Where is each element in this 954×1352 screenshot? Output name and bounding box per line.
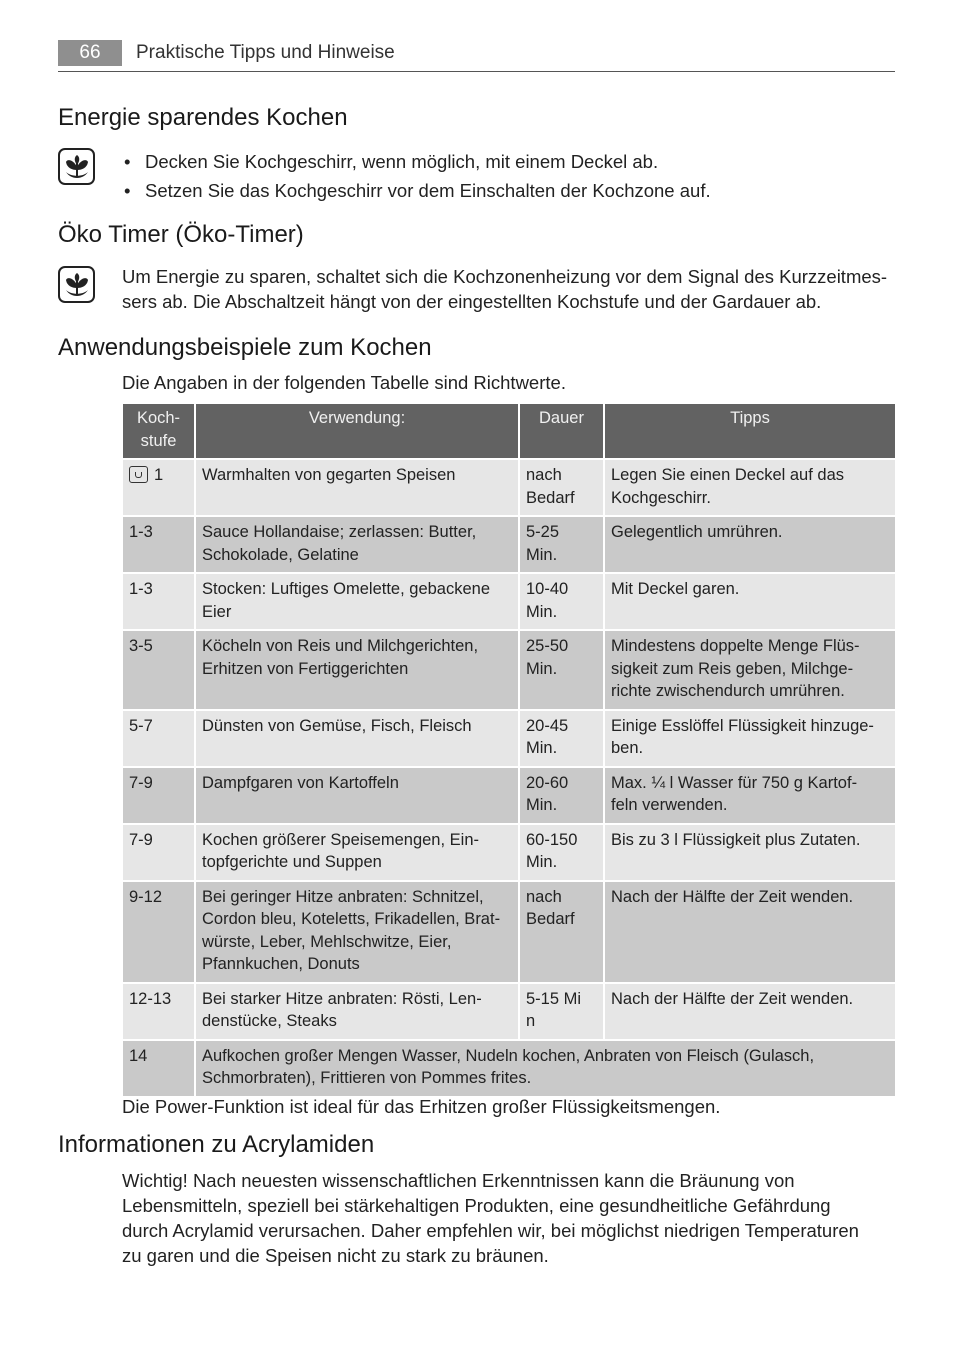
text-line: durch Acrylamid verursachen. Daher empfehlen wir, bei möglichst niedrigen Temperaturen xyxy=(122,1220,859,1241)
cell-tipps xyxy=(604,630,896,710)
cell-line: n xyxy=(526,1012,536,1030)
cell-dauer xyxy=(519,881,604,983)
cell-line: richte zwischendurch umrühren. xyxy=(611,682,845,700)
cell-line: Stocken: Luftiges Omelette, gebackene xyxy=(202,580,491,598)
cell-dauer xyxy=(519,573,604,630)
text-line: sers ab. Die Abschaltzeit hängt von der eingestellten Kochstufe und der Gardauer ab. xyxy=(122,290,822,312)
table-row xyxy=(122,983,896,1040)
table-row xyxy=(122,573,896,630)
cell-line: 5-25 xyxy=(526,523,560,541)
cell-line: Dünsten von Gemüse, Fisch, Fleisch xyxy=(202,716,472,735)
cell-stufe xyxy=(122,630,195,710)
cell-verwendung xyxy=(195,767,519,824)
cell-line: ben. xyxy=(611,739,644,757)
cell-line: Gelegentlich umrühren. xyxy=(611,523,783,541)
cell-line: nach xyxy=(526,887,562,906)
cell-line: Sauce Hollandaise; zerlassen: Butter, xyxy=(202,523,477,541)
cell-text: 7-9 xyxy=(129,773,153,792)
cell-line: Köcheln von Reis und Milchgerichten, xyxy=(202,637,479,655)
cooking-table xyxy=(121,402,897,1098)
important-label: Wichtig! xyxy=(122,1170,188,1191)
cell-line: 20-60 xyxy=(526,773,569,792)
cell-line: 5-15 Mi xyxy=(526,989,582,1008)
cell-dauer xyxy=(519,824,604,881)
cell-text: 7-9 xyxy=(129,830,153,849)
eco-leaf-icon xyxy=(58,266,95,303)
cell-line: Mit Deckel garen. xyxy=(611,580,740,598)
cell-line: feln verwenden. xyxy=(611,796,728,814)
column-header-dauer: Dauer xyxy=(519,403,604,459)
cell-verwendung xyxy=(195,573,519,630)
cell-stufe xyxy=(122,710,195,767)
heading-energie-sparendes-kochen: Energie sparendes Kochen xyxy=(58,104,348,131)
cell-line: Warmhalten von gegarten Speisen xyxy=(202,466,456,484)
cell-line: Bedarf xyxy=(526,488,575,507)
cell-line: Nach der Hälfte der Zeit wenden. xyxy=(611,887,854,906)
cell-line: Bis zu 3 l Flüssigkeit plus Zutaten. xyxy=(611,830,861,849)
table-row xyxy=(122,824,896,881)
cell-line: Min. xyxy=(526,602,558,621)
cell-line: Nach der Hälfte der Zeit wenden. xyxy=(611,989,854,1008)
cell-verwendung xyxy=(195,881,519,983)
cell-stufe xyxy=(122,459,195,516)
text-line: Lebensmitteln, speziell bei stärkehaltigen Produkten, eine gesundheitliche Gefährdung xyxy=(122,1195,831,1216)
cell-stufe xyxy=(122,573,195,630)
cell-line: Schokolade, Gelatine xyxy=(202,545,359,564)
table-row xyxy=(122,630,896,710)
cell-line: Kochgeschirr. xyxy=(611,488,711,507)
cell-stufe xyxy=(122,983,195,1040)
cell-text: 5-7 xyxy=(129,716,153,735)
text-line xyxy=(122,1168,896,1193)
cell-stufe xyxy=(122,881,195,983)
table-header-row xyxy=(122,403,896,459)
cell-text: 3-5 xyxy=(129,637,153,655)
header-line: stufe xyxy=(140,431,177,450)
cell-tipps xyxy=(604,881,896,983)
table-row xyxy=(122,881,896,983)
cell-line: denstücke, Steaks xyxy=(202,1012,337,1030)
cell-verwendung xyxy=(195,1040,896,1097)
header-title: Praktische Tipps und Hinweise xyxy=(136,42,395,63)
cell-line: Eier xyxy=(202,602,232,621)
cell-line: Cordon bleu, Koteletts, Frikadellen, Brat- xyxy=(202,910,501,928)
cell-text: 1 xyxy=(154,466,164,484)
cell-dauer xyxy=(519,983,604,1040)
cell-verwendung xyxy=(195,516,519,573)
cell-line: Pfannkuchen, Donuts xyxy=(202,955,360,973)
cell-line: 25-50 xyxy=(526,637,569,655)
heading-oeko-timer: Öko Timer (Öko-Timer) xyxy=(58,221,304,248)
cell-tipps xyxy=(604,767,896,824)
cell-tipps xyxy=(604,824,896,881)
eco-leaf-icon xyxy=(58,148,95,185)
cell-line: topfgerichte und Suppen xyxy=(202,853,382,871)
table-body xyxy=(122,459,896,1097)
column-header-kochstufe xyxy=(122,403,195,459)
cell-stufe xyxy=(122,824,195,881)
header-line: Koch- xyxy=(136,409,181,427)
eco-leaf-icon-graphic xyxy=(63,153,91,181)
cell-line: Dampfgaren von Kartoffeln xyxy=(202,773,399,792)
acrylamide-text xyxy=(122,1168,896,1268)
cell-line: 10-40 xyxy=(526,580,569,598)
cell-text: 12-13 xyxy=(129,989,172,1008)
cell-stufe xyxy=(122,767,195,824)
table-row xyxy=(122,767,896,824)
warm-hold-icon xyxy=(129,466,148,483)
table-intro: Die Angaben in der folgenden Tabelle sind Richtwerte. xyxy=(122,372,566,393)
cell-dauer xyxy=(519,767,604,824)
cell-line: nach xyxy=(526,466,562,484)
table-row xyxy=(122,516,896,573)
page-number: 66 xyxy=(58,40,122,66)
heading-acrylamide: Informationen zu Acrylamiden xyxy=(58,1131,375,1158)
cell-stufe: 14 xyxy=(122,1040,195,1097)
list-item: • Decken Sie Kochgeschirr, wenn möglich, mit einem Deckel ab. xyxy=(122,147,711,176)
cell-line: Min. xyxy=(526,796,558,814)
cell-text: 9-12 xyxy=(129,887,163,906)
cell-tipps xyxy=(604,983,896,1040)
power-function-note: Die Power-Funktion ist ideal für das Erhitzen großer Flüssigkeitsmengen. xyxy=(122,1096,721,1117)
table-row xyxy=(122,710,896,767)
eco-leaf-icon-graphic xyxy=(63,271,91,299)
table-row xyxy=(122,1040,896,1097)
cell-verwendung xyxy=(195,983,519,1040)
cell-line: 60-150 xyxy=(526,830,578,849)
energy-tips-list xyxy=(122,147,711,205)
cell-verwendung xyxy=(195,824,519,881)
list-item: • Setzen Sie das Kochgeschirr vor dem Einschalten der Kochzone auf. xyxy=(122,176,711,205)
cell-line: Mindestens doppelte Menge Flüs- xyxy=(611,637,860,655)
text-span: Nach neuesten wissenschaftlichen Erkenntnissen kann die Bräunung von xyxy=(192,1170,795,1191)
cell-line: Aufkochen großer Mengen Wasser, Nudeln kochen, Anbraten von Fleisch (Gulasch, xyxy=(202,1046,815,1065)
cell-tipps xyxy=(604,710,896,767)
cell-text: 1-3 xyxy=(129,580,153,598)
cell-stufe xyxy=(122,516,195,573)
cell-line: Min. xyxy=(526,659,558,678)
oeko-timer-text xyxy=(122,265,896,314)
cell-line: Einige Esslöffel Flüssigkeit hinzuge- xyxy=(611,716,874,735)
cell-line: Bei geringer Hitze anbraten: Schnitzel, xyxy=(202,887,484,906)
cell-verwendung xyxy=(195,630,519,710)
cell-line: Legen Sie einen Deckel auf das xyxy=(611,466,844,484)
cell-tipps xyxy=(604,516,896,573)
column-header-tipps: Tipps xyxy=(604,403,896,459)
cell-line: Min. xyxy=(526,545,558,564)
cell-line: Max. ¼ l Wasser für 750 g Kartof- xyxy=(611,773,858,792)
cell-verwendung xyxy=(195,459,519,516)
cell-dauer xyxy=(519,710,604,767)
table-row xyxy=(122,459,896,516)
cell-verwendung xyxy=(195,710,519,767)
cell-line: Bedarf xyxy=(526,910,575,928)
column-header-verwendung: Verwendung: xyxy=(195,403,519,459)
cell-line: Schmorbraten), Frittieren von Pommes frites. xyxy=(202,1069,532,1087)
cell-line: Bei starker Hitze anbraten: Rösti, Len- xyxy=(202,989,482,1008)
cell-line: Erhitzen von Fertiggerichten xyxy=(202,659,409,678)
cell-line: würste, Leber, Mehlschwitze, Eier, xyxy=(202,932,452,951)
heading-anwendungsbeispiele: Anwendungsbeispiele zum Kochen xyxy=(58,334,432,361)
cell-line: Kochen größerer Speisemengen, Ein- xyxy=(202,830,479,849)
text-line: zu garen und die Speisen nicht zu stark zu bräunen. xyxy=(122,1245,549,1266)
text-line: Um Energie zu sparen, schaltet sich die Kochzonenheizung vor dem Signal des Kurzzeitmes- xyxy=(122,266,888,287)
cell-tipps xyxy=(604,459,896,516)
cell-tipps xyxy=(604,573,896,630)
cell-line: Min. xyxy=(526,853,558,871)
cell-line: Min. xyxy=(526,739,558,757)
cell-line: 20-45 xyxy=(526,716,569,735)
cell-dauer xyxy=(519,459,604,516)
cell-line: sigkeit zum Reis geben, Milchge- xyxy=(611,659,854,678)
cell-dauer xyxy=(519,516,604,573)
cell-text: 1-3 xyxy=(129,523,153,541)
cell-dauer xyxy=(519,630,604,710)
page-header xyxy=(58,40,895,72)
